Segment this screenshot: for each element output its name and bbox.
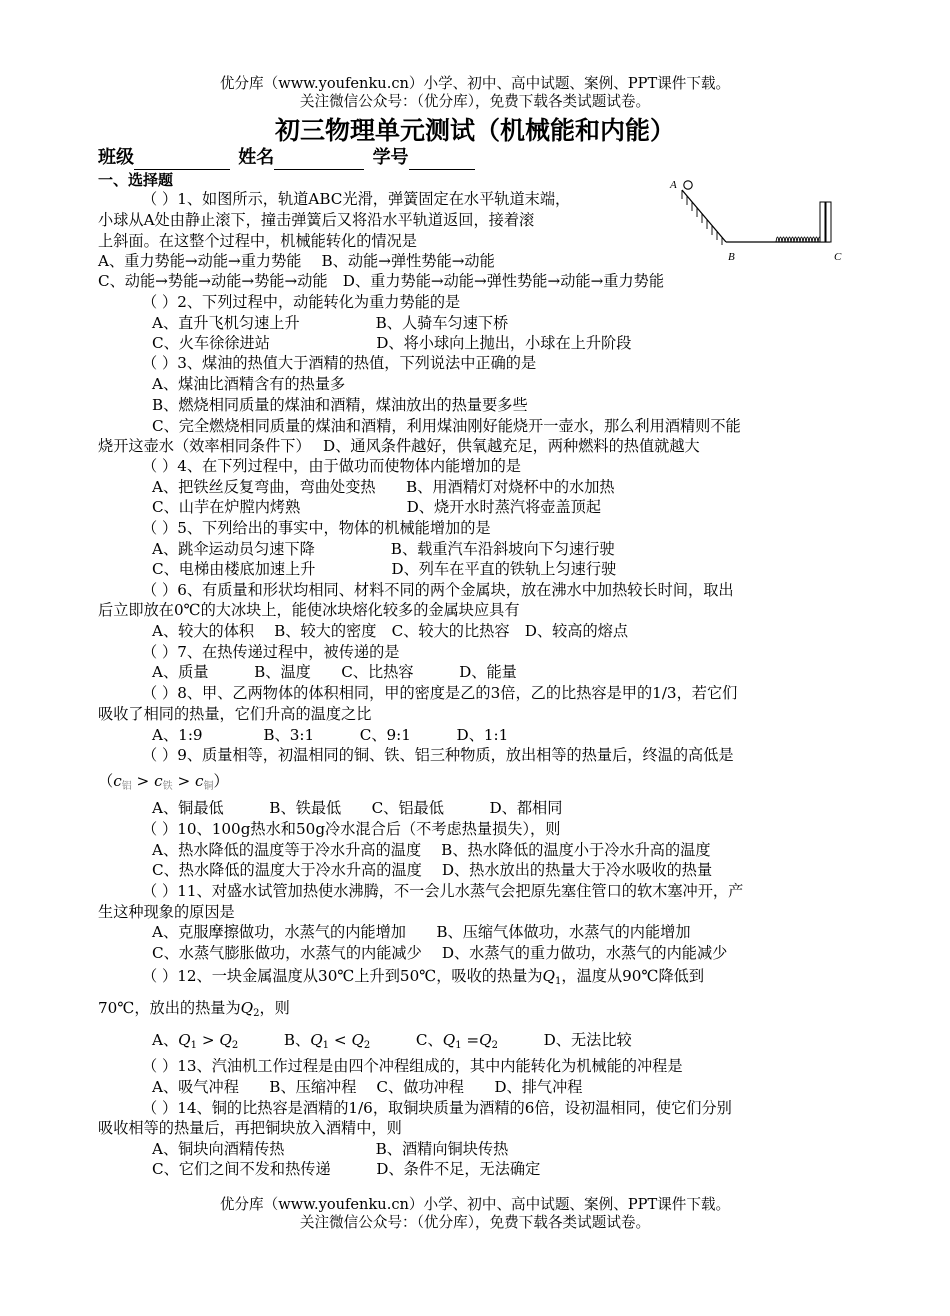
q8-text-1: （ ）8、甲、乙两物体的体积相同，甲的密度是乙的3倍，乙的比热容是甲的1/3，若它们: [142, 684, 738, 702]
q4-options-2: C、山芋在炉膛内烤熟 D、烧开水时蒸汽将壶盖顶起: [152, 498, 602, 516]
header-line-1: 优分库（www.youfenku.cn）小学、初中、高中试题、案例、PPT课件下载。: [219, 75, 731, 92]
q11-options-1: A、克服摩擦做功，水蒸气的内能增加 B、压缩气体做功，水蒸气的内能增加: [152, 923, 691, 941]
spring-icon: [776, 237, 821, 242]
q12-q2-sub: 2: [253, 1008, 260, 1019]
q3-option-b: B、燃烧相同质量的煤油和酒精，煤油放出的热量要多些: [152, 396, 528, 414]
q2-stem: （ ）2、下列过程中，动能转化为重力势能的是: [142, 293, 461, 311]
q9-sub-cu: 铜: [203, 781, 214, 792]
q12-opt-a-s1: 1: [190, 1040, 197, 1051]
q12-opt-c-q2: Q: [479, 1031, 492, 1049]
q7-options: A、质量 B、温度 C、比热容 D、能量: [152, 663, 517, 681]
id-blank[interactable]: [409, 151, 475, 170]
q13-stem: （ ）13、汽油机工作过程是由四个冲程组成的，其中内能转化为机械能的冲程是: [142, 1057, 683, 1075]
q12-text-2a: 70℃，放出的热量为: [98, 999, 241, 1017]
q14-text-2: 吸收相等的热量后，再把铜块放入酒精中，则: [98, 1119, 402, 1137]
q12-opt-a-label: A、: [152, 1031, 179, 1049]
q12-text-1a: （ ）12、一块金属温度从30℃上升到50℃，吸收的热量为: [142, 967, 543, 985]
q9-gt-1: >: [136, 772, 150, 790]
q12-opt-b-op: <: [333, 1031, 347, 1049]
q6-text-2: 后立即放在0℃的大冰块上，能使冰块熔化较多的金属块应具有: [98, 601, 520, 619]
q12-opt-a-q2: Q: [219, 1031, 232, 1049]
q10-options-2: C、热水降低的温度大于冷水升高的温度 D、热水放出的热量大于冷水吸收的热量: [152, 861, 713, 879]
q12-opt-a-s2: 2: [231, 1040, 239, 1051]
q9-gt-2: >: [177, 772, 191, 790]
q12-opt-c-op: =: [466, 1031, 480, 1049]
q9-c-al: c: [113, 772, 122, 790]
footer-line-1: 优分库（www.youfenku.cn）小学、初中、高中试题、案例、PPT课件下载。: [219, 1196, 731, 1213]
header-line-2: 关注微信公众号：（优分库），免费下载各类试题试卷。: [299, 93, 651, 110]
q12-opt-c-s1: 1: [455, 1040, 462, 1051]
q9-sub-al: 铝: [121, 781, 132, 792]
class-label: 班级: [98, 147, 134, 168]
q12-text-2: [98, 998, 290, 1024]
q9-c-cu: c: [195, 772, 204, 790]
class-blank[interactable]: [134, 151, 230, 170]
q12-opt-b-s2: 2: [363, 1040, 371, 1051]
q9-text-1: （ ）9、质量相等，初温相同的铜、铁、铝三种物质，放出相等的热量后，终温的高低是: [142, 746, 734, 764]
q12-opt-c-label: C、: [415, 1031, 443, 1049]
q2-options-1: A、直升飞机匀速上升 B、人骑车匀速下桥: [152, 314, 509, 332]
q12-text-1b: ，温度从90℃降低到: [561, 967, 705, 985]
q6-text-1: （ ）6、有质量和形状均相同、材料不同的两个金属块，放在沸水中加热较长时间，取出: [142, 581, 734, 599]
q11-text-2: 生这种现象的原因是: [98, 903, 235, 921]
name-blank[interactable]: [274, 151, 364, 170]
label-b: B: [728, 251, 735, 263]
student-info: [98, 146, 477, 170]
q2-options-2: C、火车徐徐进站 D、将小球向上抛出，小球在上升阶段: [152, 334, 632, 352]
section-heading: 一、选择题: [98, 171, 174, 189]
q12-opt-b-label: B、: [283, 1031, 311, 1049]
q3-option-c-2: 烧开这壶水（效率相同条件下） D、通风条件越好，供氧越充足，两种燃料的热值就越大: [98, 437, 700, 455]
q5-options-2: C、电梯由楼底加速上升 D、列车在平直的铁轨上匀速行驶: [152, 560, 617, 578]
q5-options-1: A、跳伞运动员匀速下降 B、载重汽车沿斜坡向下匀速行驶: [152, 540, 615, 558]
ball-icon: [684, 181, 692, 189]
q13-options: A、吸气冲程 B、压缩冲程 C、做功冲程 D、排气冲程: [152, 1078, 583, 1096]
q11-options-2: C、水蒸气膨胀做功，水蒸气的内能减少 D、水蒸气的重力做功，水蒸气的内能减少: [152, 944, 728, 962]
q12-options: [152, 1030, 632, 1056]
q12-opt-b-q: Q: [310, 1031, 323, 1049]
q14-options-1: A、铜块向酒精传热 B、酒精向铜块传热: [152, 1140, 509, 1158]
q9-sub-fe: 铁: [162, 781, 173, 792]
q12-opt-a-op: >: [201, 1031, 215, 1049]
wall-post-2: [826, 202, 831, 242]
q1-options-1: A、重力势能→动能→重力势能 B、动能→弹性势能→动能: [98, 252, 495, 270]
q3-option-c-1: C、完全燃烧相同质量的煤油和酒精，利用煤油刚好能烧开一壶水，那么利用酒精则不能: [152, 417, 741, 435]
q12-text-2b: ，则: [259, 999, 290, 1017]
q14-text-1: （ ）14、铜的比热容是酒精的1/6，取铜块质量为酒精的6倍，设初温相同，使它们分别: [142, 1099, 732, 1117]
q9-rparen: ）: [213, 772, 229, 790]
label-c: C: [834, 251, 842, 263]
q9-c-fe: c: [154, 772, 163, 790]
q1-text-3: 上斜面。在这整个过程中，机械能转化的情况是: [98, 232, 417, 250]
q4-options-1: A、把铁丝反复弯曲，弯曲处变热 B、用酒精灯对烧杯中的水加热: [152, 478, 615, 496]
q7-stem: （ ）7、在热传递过程中，被传递的是: [142, 643, 400, 661]
footer-line-2: 关注微信公众号：（优分库），免费下载各类试题试卷。: [299, 1214, 651, 1231]
q12-opt-a-q: Q: [178, 1031, 191, 1049]
q12-opt-b-q2: Q: [351, 1031, 364, 1049]
q12-q1-sub: 1: [555, 976, 562, 987]
q6-options: A、较大的体积 B、较大的密度 C、较大的比热容 D、较高的熔点: [152, 622, 629, 640]
q12-text-1: [98, 966, 704, 992]
track-spring-diagram: [668, 178, 852, 270]
q4-stem: （ ）4、在下列过程中，由于做功而使物体内能增加的是: [142, 457, 521, 475]
q10-stem: （ ）10、100g热水和50g冷水混合后（不考虑热量损失），则: [142, 820, 561, 838]
slope-line: [682, 190, 726, 242]
page-title: 初三物理单元测试（机械能和内能）: [274, 116, 675, 145]
q5-stem: （ ）5、下列给出的事实中，物体的机械能增加的是: [142, 519, 491, 537]
q12-q1: Q: [542, 967, 555, 985]
q12-opt-c-s2: 2: [491, 1040, 498, 1051]
q12-opt-c-q: Q: [442, 1031, 456, 1049]
q1-text-2: 小球从A处由静止滚下，撞击弹簧后又将沿水平轨道返回，接着滚: [98, 211, 535, 229]
q12-q2: Q: [240, 999, 254, 1017]
wall-post-1: [820, 202, 825, 242]
q9-condition: [98, 771, 229, 797]
q1-text-1: （ ）1、如图所示，轨道ABC光滑，弹簧固定在水平轨道末端，: [142, 190, 571, 208]
q1-options-2: C、动能→势能→动能→势能→动能 D、重力势能→动能→弹性势能→动能→重力势能: [98, 272, 665, 290]
q3-option-a: A、煤油比酒精含有的热量多: [152, 375, 346, 393]
slope-hatching: [682, 190, 722, 245]
q12-opt-b-s1: 1: [322, 1040, 330, 1051]
q3-stem: （ ）3、煤油的热值大于酒精的热值，下列说法中正确的是: [142, 354, 537, 372]
q9-options: A、铜最低 B、铁最低 C、铝最低 D、都相同: [152, 799, 563, 817]
q9-lparen: （: [98, 772, 114, 790]
id-label: 学号: [372, 147, 409, 168]
label-a: A: [670, 179, 677, 191]
name-label: 姓名: [238, 147, 275, 168]
q8-options: A、1:9 B、3:1 C、9:1 D、1:1: [152, 726, 509, 744]
q11-text-1: （ ）11、对盛水试管加热使水沸腾，不一会儿水蒸气会把原先塞住管口的软木塞冲开，产: [142, 882, 744, 900]
q12-opt-d: D、无法比较: [543, 1031, 632, 1049]
q14-options-2: C、它们之间不发和热传递 D、条件不足，无法确定: [152, 1160, 541, 1178]
q8-text-2: 吸收了相同的热量，它们升高的温度之比: [98, 705, 372, 723]
q10-options-1: A、热水降低的温度等于冷水升高的温度 B、热水降低的温度小于冷水升高的温度: [152, 841, 711, 859]
